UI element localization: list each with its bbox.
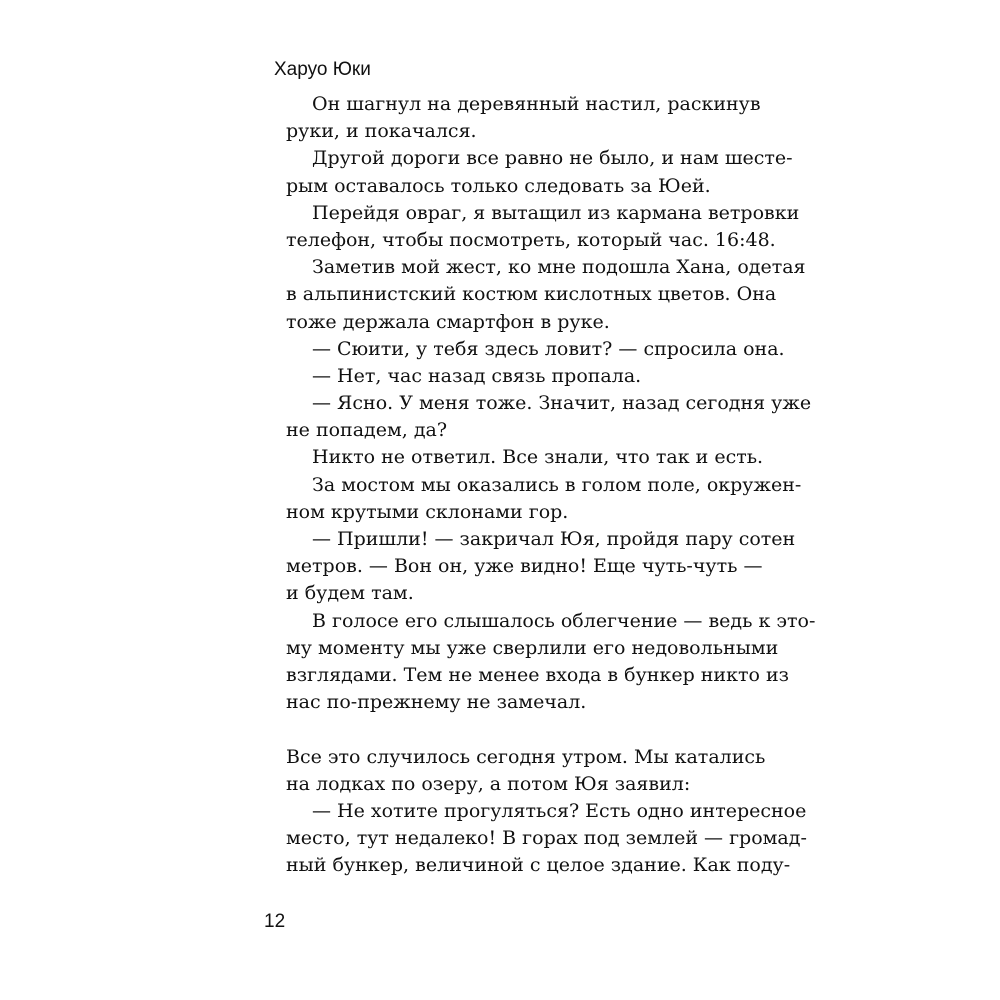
text-line: Никто не ответил. Все знали, что так и есть. — [312, 446, 764, 469]
text-line: Заметив мой жест, ко мне подошла Хана, одетая — [312, 256, 806, 279]
text-line: на лодках по озеру, а потом Юя заявил: — [286, 772, 691, 795]
text-line: — Не хотите прогуляться? Есть одно интересное — [312, 799, 807, 822]
text-line: Он шагнул на деревянный настил, раскинув — [312, 93, 761, 115]
text-line: в альпинистский костюм кислотных цветов. Она — [286, 283, 777, 306]
running-head: Харуо Юки — [274, 59, 371, 80]
text-line: взглядами. Тем не менее входа в бункер никто из — [286, 663, 789, 686]
text-line: В голосе его слышалось облегчение — ведь к это- — [312, 609, 816, 632]
text-line: ном крутыми склонами гор. — [286, 500, 569, 523]
text-line: рым оставалось только следовать за Юей. — [286, 174, 711, 197]
text-line: тоже держала смартфон в руке. — [286, 310, 610, 333]
text-line: метров. — Вон он, уже видно! Еще чуть-чуть — — [286, 555, 763, 578]
text-line: Все это случилось сегодня утром. Мы катались — [286, 745, 766, 768]
text-line: руки, и покачался. — [286, 120, 477, 143]
text-line: нас по-прежнему не замечал. — [286, 691, 587, 714]
text-line: му моменту мы уже сверлили его недовольными — [286, 636, 779, 659]
text-line: телефон, чтобы посмотреть, который час. 16:48. — [286, 228, 776, 251]
text-line: место, тут недалеко! В горах под землей — громад- — [286, 827, 807, 850]
text-line: Перейдя овраг, я вытащил из кармана ветровки — [312, 201, 800, 224]
text-line: — Ясно. У меня тоже. Значит, назад сегодня уже — [312, 392, 812, 415]
text-line: ный бункер, величиной с целое здание. Как поду- — [286, 854, 791, 877]
page-number: 12 — [264, 911, 286, 932]
text-line: — Нет, час назад связь пропала. — [312, 364, 642, 387]
text-line: и будем там. — [286, 582, 414, 605]
text-line: — Сюити, у тебя здесь ловит? — спросила она. — [312, 337, 785, 360]
text-line: — Пришли! — закричал Юя, пройдя пару сотен — [312, 528, 796, 550]
body-text — [286, 91, 816, 879]
text-line: не попадем, да? — [286, 419, 448, 442]
section-break — [286, 716, 738, 743]
text-line: За мостом мы оказались в голом поле, окружен- — [312, 473, 802, 496]
text-line: Другой дороги все равно не было, и нам шесте- — [312, 147, 793, 170]
